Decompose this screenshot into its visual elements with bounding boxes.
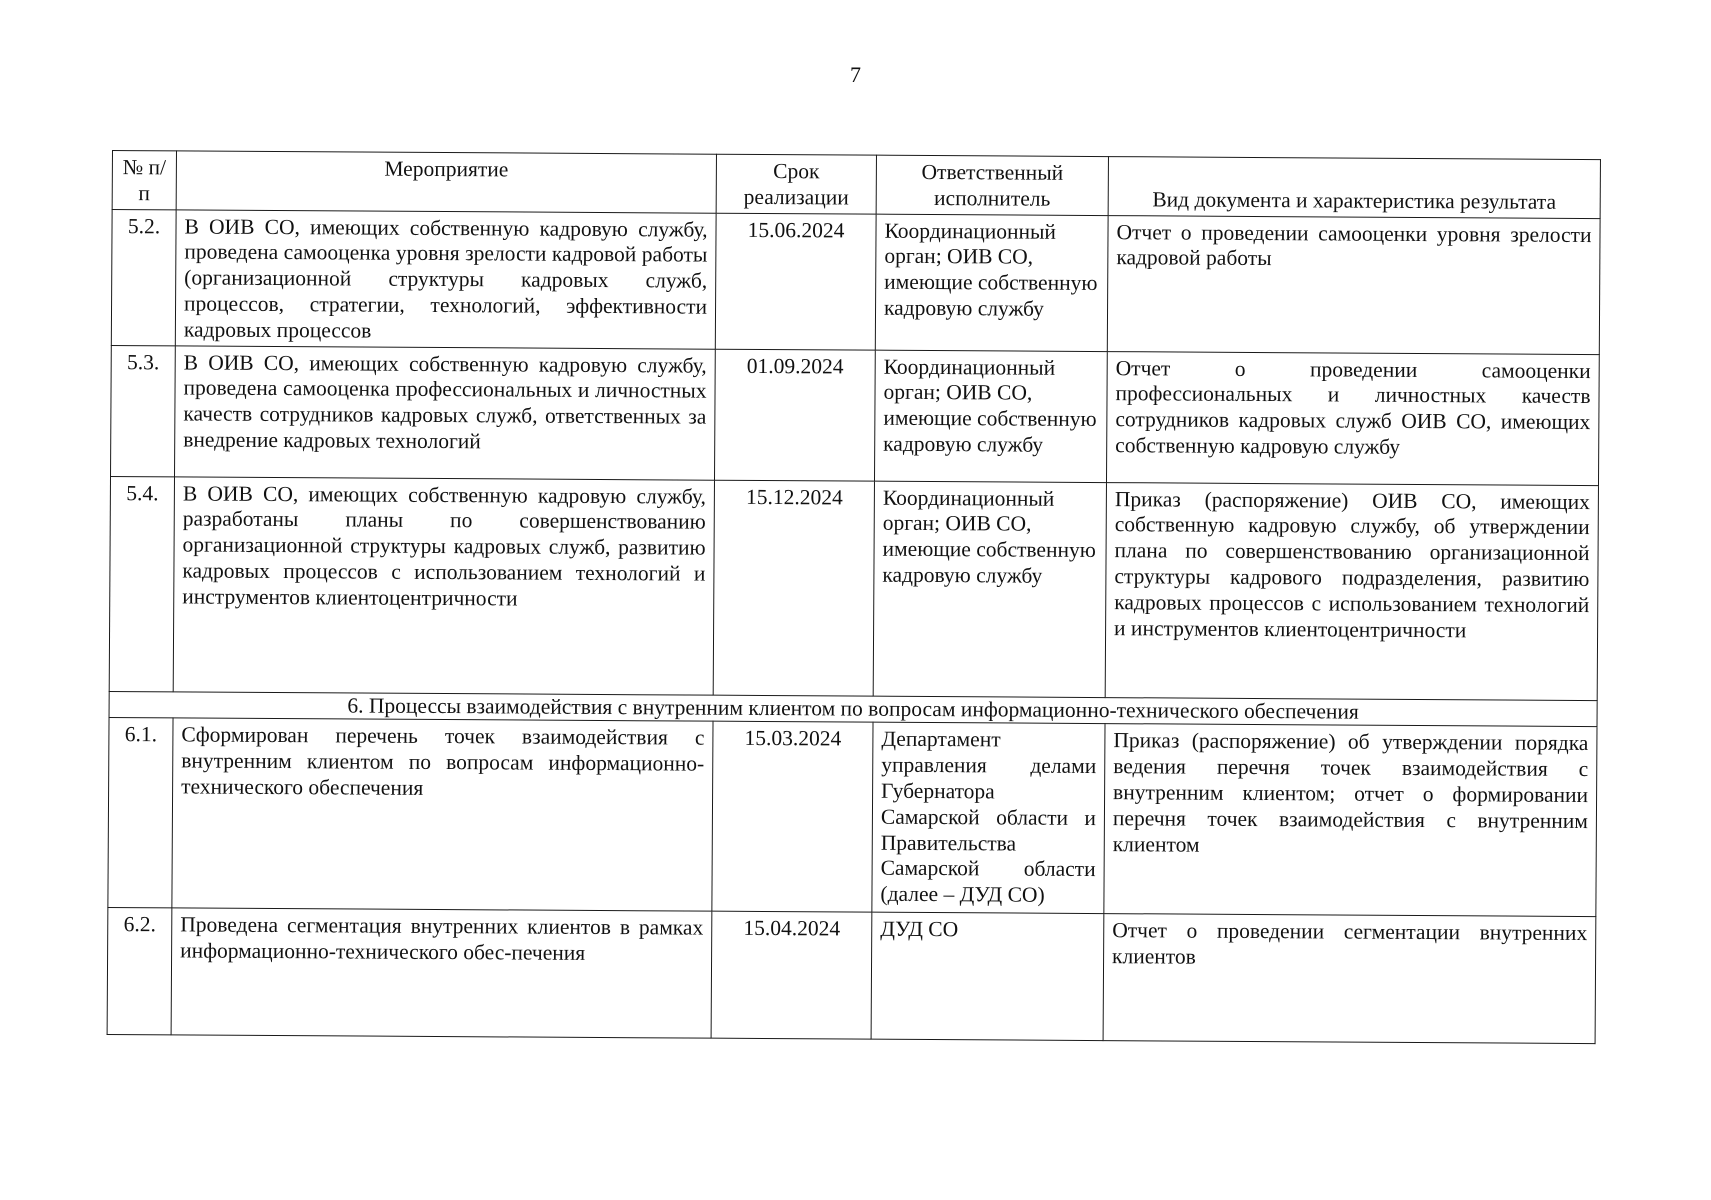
result-cell: Отчет о проведении сегментации внутренних клиентов [1103,914,1596,1044]
responsible-cell: Координационный орган; ОИВ СО, имеющие собственную кадровую службу [873,481,1106,697]
table-row [111,209,1600,354]
deadline-cell: 15.03.2024 [712,722,873,913]
event-cell: В ОИВ СО, имеющих собственную кадровую службу, проведена самооценка уровня зрелости кадровой работы (организационной структуры кадровых служб, процессов, стратегии, технологий, эффективности кадровых процессов [175,209,716,348]
responsible-cell: Координационный орган; ОИВ СО, имеющие собственную кадровую службу [874,350,1107,482]
row-number: 5.2. [111,209,176,345]
header-deadline: Срок реализации [716,154,876,214]
event-cell: В ОИВ СО, имеющих собственную кадровую службу, проведена самооценка профессиональных и личностных качеств сотрудников кадровых служб, ответственных за внедрение кадровых технологий [175,345,716,479]
deadline-cell: 01.09.2024 [714,349,875,481]
table-row [108,718,1597,917]
result-cell [1104,724,1597,917]
row-number: 5.3. [111,345,176,476]
header-responsible: Ответственный исполнитель [876,155,1108,215]
header-result: Вид документа и характеристика результата [1108,157,1600,219]
row-number: 6.1. [108,718,173,908]
header-num: № п/п [112,151,176,210]
result-text-part1: Приказ (распоряжение) об утверждении порядка ведения перечня точек взаимодействия с внутренним клиентом; [1113,728,1589,806]
deadline-cell: 15.06.2024 [715,213,876,350]
responsible-cell: ДУД СО [871,913,1104,1041]
table-row [111,345,1600,485]
responsible-cell: Координационный орган; ОИВ СО, имеющие собственную кадровую службу [875,214,1108,351]
event-cell: Сформирован перечень точек взаимодействия с внутренним клиентом по вопросам информационно-технического обеспечения [172,718,713,911]
result-cell: Приказ (распоряжение) ОИВ СО, имеющих собственную кадровую службу, об утверждении плана по совершенствованию организационной структуры кадрового подразделения, развитию кадровых процессов с использованием технологий и инструментов клиентоцентричности [1105,482,1598,700]
header-event: Мероприятие [176,151,716,213]
event-cell: В ОИВ СО, имеющих собственную кадровую службу, разработаны планы по совершенствованию организационной структуры кадровых служб, развитию кадровых процессов с использованием технологий и инструментов клиентоцентричности [173,476,714,694]
table-row [109,476,1598,700]
action-plan-table [107,150,1601,1044]
result-cell: Отчет о проведении самооценки профессиональных и личностных качеств сотрудников кадровых служб ОИВ СО, имеющих собственную кадровую службу [1106,351,1599,485]
table-header-row [112,151,1600,219]
responsible-cell: Департамент управления делами Губернатора Самарской области и Правительства Самарской области (далее – ДУД СО) [872,723,1105,914]
deadline-cell: 15.04.2024 [711,912,872,1040]
row-number: 6.2. [107,908,172,1035]
row-number: 5.4. [109,476,174,691]
result-text-part2: отчет о формировании перечня точек взаимодействия с внутренним клиентом [1112,781,1589,857]
event-cell: Проведена сегментация внутренних клиентов в рамках информационно-технического обес-печения [171,908,712,1038]
table-row [107,908,1596,1044]
result-cell: Отчет о проведении самооценки уровня зрелости кадровой работы [1107,215,1600,354]
deadline-cell: 15.12.2024 [713,480,874,696]
page-number: 7 [850,62,861,87]
section-6-title: 6. Процессы взаимодействия с внутренним клиентом по вопросам информационно-технического обеспечения [109,691,1597,727]
